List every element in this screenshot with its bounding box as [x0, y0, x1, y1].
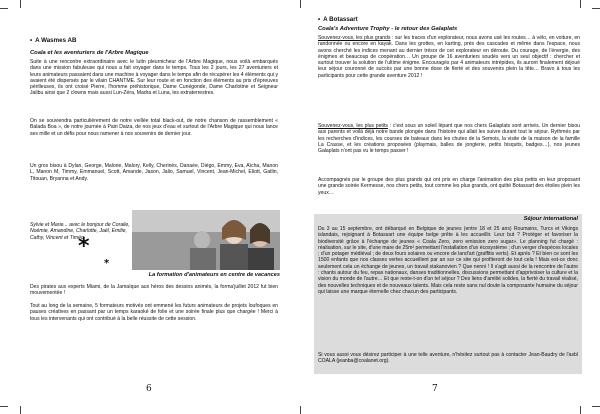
section-label: • A Wasmes AB [30, 37, 77, 44]
section-heading: Séjour international [523, 216, 578, 222]
asterisk-mark: * [104, 258, 110, 269]
photo-caption: La formation d'animateurs en centre de vacances [148, 272, 280, 278]
paragraph: Un gros bisou à Dylan, George, Malorie, Malory, Kelly, Cherinès, Danaée, Diégo, Emmy, Eva, Aïcha, Manon L, Manon M, Timmy, Emmanuel, Scott, Amande, Jason, Jalio, Samuel, Vincent, Jean-Michel, Eliott, Gatlin, Titouan, Bryanna et Andy. [30, 163, 278, 182]
paragraph: Si vous aussi vous désirez participer à une telle aventure, n'hésitez surtout pas à contacter Jean-Baudry de l'asbl COALA (jeanba@coalanet.org). [318, 352, 578, 365]
paragraph: Accompagnés par le groupe des plus grands qui ont pris en charge l'animation des plus petits en leur proposant une grande soirée Kermesse, nos chers petits, tout comme les plus grands, ont quitté Botassart des étoiles plein les yeux… [318, 177, 580, 196]
paragraph: Des pirates aux experts Miami, de la Jamaïque aux héros des dessins animés, la forma'juillet 2012 fut bien mouvementée ! [30, 284, 278, 297]
bullet-icon: • [318, 16, 321, 23]
bullet-icon: • [30, 37, 33, 44]
people-photo-icon [132, 210, 280, 270]
section-label: • A Botassart [318, 16, 358, 23]
signature: Sylvie et Marie... avec le bonjour de Coralie, Noémie, Amandine, Charlotte, Jaël, Emilie, Cathy, Vincent et Timéo. [30, 222, 130, 241]
animators-photo [132, 210, 280, 270]
paragraph: Souvenez-vous, les plus petits : c'est sous un soleil lèpant que nos chers Galaplats sont arrivés. Un dernier bisou aux parents et voilà déjà notre bande plongée dans l'histoire qui allait les suivre durant tout le séjour. Rythmés par les recherches d'indices, les courses de bateaux dans les chutes de la Semois, la visite de la maison de la famille La Crasse, et les créations proposées (playmais, balles de jonglerie, petits bisquits, badges…), nos jeunes Galaplats n'ont pas vu le temps passer ! [318, 123, 580, 155]
paragraph: Souvenez-vous, les plus grands : sur les traces d'un explorateur, nous avons usé les routes… à vélo, en voiture, en randonnée ou encore en kayak. Dans les grottes, en karting, près des cascades et même dans l'espace, nous avons cherché les indices menant au dernier trésor de cet explorateur en déroute. Du courage, de l'énergie, des énigmes et beaucoup de coopération… Un groupe de 16 aventuriers soudés vers un seul objectif : chercher et surtout trouver la solution de l'ultime énigme. Encouragés par 4 animateurs intrépides, ils auront finalement déjoué leur séjour couronné de succès par une bonne dose de fierté et des souvenirs plein la tête… Bravo à tous les participants pour cette grande aventure 2012 ! [318, 35, 581, 79]
page-number: 7 [432, 384, 438, 394]
paragraph: On se souviendra particulièrement de notre veillée total black-out, de notre chanson de rassemblement « Balada Boa », de notre journée à Pairi Daiza, de nos jeux d'eau et surtout de l'Arbre Magique qui nous lance ses mille et un défis pour nous ramener à nos souvenirs de dernier jour. [30, 118, 278, 137]
right-page [300, 0, 600, 414]
paragraph: Suite à une rencontre extraordinaire avec le lutin pleurnicheur de l'Arbre Magique, nous voilà embarqués dans une mission fabuleuse qui nous a fait voyager dans le temps. Tous les 2 jours, les 27 aventuriers et leurs animateurs passaient dans une machine à voyager dans le temps afin de récupérer les 4 éléments qui y avaient été dispersés par le vilain CHANTME. Sur leur route et en fonction des éléments au prix d'épreuves périlleuses, ils ont croisé Pierre, l'homme préhistorique, Dame Cunégonde, Dame Charlotine et Seigneur Jalibu ainsi que 2 clowns mais aussi Lun-Zéra, Madra et Luna, les extraterrestres. [30, 59, 278, 97]
page-number: 6 [146, 384, 152, 394]
article-title: Coala's Adventure Trophy - le retour des Galaplats [318, 26, 458, 32]
asterisk-mark: * [78, 234, 90, 259]
underlined-lead: Souvenez-vous, les plus petits [318, 123, 388, 129]
paragraph: Du 3 au 15 septembre, ont débarqué en Belgique de jeunes (entre 18 et 25 ans) Roumains, Turcs et Vikings islandais, rejoignant à Botassart une équipe belge prête à les accueillir. Leur but ? Protéger et favoriser la biodiversité grâce à l'échange de jeunes « Coala Zero, zero emission zero sugar». Le planning fut chargé : réalisation, sur le site, d'une mare de 25m² permettant l'installation d'un écosystème ; d'un verger d'espèces locales ; d'un potager médiéval ; de deux fours solaires ou encore de land'art (graffitis verts). Et après ? Et bien ce sont les 1500 enfants que nos classes vertes accueillent par an sur ce site qui profiteront de tout cela ! Mais est-ce donc seulement cela un échange de jeunes, un travail stakanovien ? Que nenni ! Il s'agit aussi de la rencontre de l'autre : chants autour du feu, repas nationaux, danses traditionnelles, discussions permettant d'apprivoiser la culture et la vision du monde de l'autre… Et que reste-t-on d'un tel séjour ? Des liens d'amitié solides, la fierté du travail réalisé, des nouvelles techniques et de nouveaux talents. Mais cela reste sans nul doute la composante humaine du séjour qui laisse une marque éternelle chez chacun des participants. [318, 226, 578, 295]
underlined-lead: Souvenez-vous, les plus grands [318, 35, 391, 41]
paragraph: Tout au long de la semaine, 5 formateurs motivés ont emmené les futurs animateurs de projets loufoques en pauses créatives en passant par un temps karaoké de folie et une soirée finale plus que chargée ! Merci à tous les intervenants qui ont contribué à la belle réussite de cette session. [30, 303, 278, 322]
article-title: Coala et les aventuriers de l'Arbre Magique [30, 50, 149, 56]
